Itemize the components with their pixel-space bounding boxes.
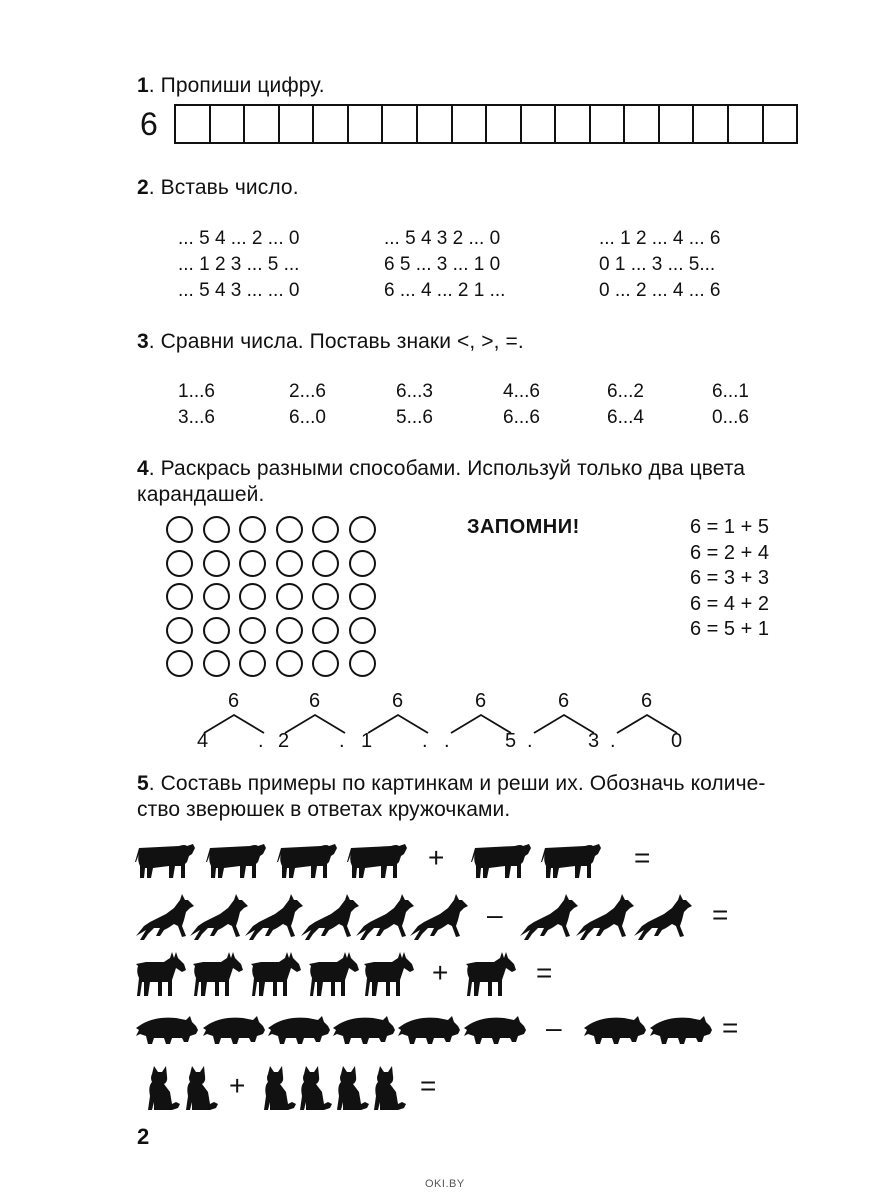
grid-cell[interactable] [453, 106, 488, 142]
coloring-circle[interactable] [239, 650, 266, 677]
tree-right[interactable]: . [422, 730, 428, 752]
comparison-item[interactable]: 0...6 [712, 407, 749, 428]
wolf-icon [301, 892, 359, 942]
comparison-item[interactable]: 1...6 [178, 381, 215, 402]
grid-cell[interactable] [418, 106, 453, 142]
sequence-line: 6 ... 4 ... 2 1 ... [384, 280, 506, 301]
sequence-line: 0 ... 2 ... 4 ... 6 [599, 280, 721, 301]
grid-cell[interactable] [349, 106, 384, 142]
coloring-circle[interactable] [239, 583, 266, 610]
task4-title: 4. Раскрась разными способами. Используй только два цвета [137, 457, 746, 480]
operator-sign: + [432, 957, 449, 988]
tree-top: 6 [392, 690, 404, 712]
tree-left[interactable]: . [610, 730, 616, 752]
tree-left[interactable]: . [527, 730, 533, 752]
comparison-item[interactable]: 6...4 [607, 407, 644, 428]
sequence-line: ... 5 4 3 2 ... 0 [384, 228, 501, 249]
coloring-circle[interactable] [166, 617, 193, 644]
coloring-circle[interactable] [312, 650, 339, 677]
task3-title: 3. Сравни числа. Поставь знаки <, >, =. [137, 330, 524, 353]
coloring-circle[interactable] [203, 516, 230, 543]
cat-icon [184, 1066, 218, 1110]
comparison-item[interactable]: 6...0 [289, 407, 326, 428]
equation: 6 = 5 + 1 [690, 618, 769, 640]
wolf-icon [520, 892, 578, 942]
tree-right[interactable]: 5 [505, 730, 517, 752]
donkey-icon [466, 952, 516, 998]
coloring-circle[interactable] [349, 516, 376, 543]
coloring-circle[interactable] [239, 516, 266, 543]
comparison-item[interactable]: 4...6 [503, 381, 540, 402]
equals-sign: = [634, 842, 651, 873]
grid-cell[interactable] [764, 106, 797, 142]
cow-icon [277, 840, 339, 880]
coloring-circle[interactable] [239, 617, 266, 644]
wolf-icon [190, 892, 248, 942]
sequence-column-2 [384, 226, 505, 304]
grid-cell[interactable] [591, 106, 626, 142]
sequence-line: ... 1 2 ... 4 ... 6 [599, 228, 721, 249]
coloring-circle[interactable] [276, 583, 303, 610]
remember-heading: ЗАПОМНИ! [467, 516, 580, 538]
coloring-circle[interactable] [203, 617, 230, 644]
tree-left[interactable]: 2 [278, 730, 290, 752]
equals-sign: = [712, 899, 729, 930]
operator-sign: – [487, 899, 503, 930]
sequence-line: ... 5 4 ... 2 ... 0 [178, 228, 300, 249]
comparison-item[interactable]: 6...3 [396, 381, 433, 402]
coloring-circle[interactable] [239, 550, 266, 577]
coloring-circle[interactable] [312, 617, 339, 644]
coloring-circle[interactable] [276, 550, 303, 577]
sequence-column-1 [178, 226, 299, 304]
sequence-line: ... 5 4 3 ... ... 0 [178, 280, 300, 301]
watermark: OKI.BY [425, 1178, 465, 1190]
tree-right[interactable]: 3 [588, 730, 600, 752]
comparison-item[interactable]: 6...1 [712, 381, 749, 402]
tree-right[interactable]: . [258, 730, 264, 752]
sequence-line: ... 1 2 3 ... 5 ... [178, 254, 300, 275]
grid-cell[interactable] [522, 106, 557, 142]
tree-left[interactable]: 1 [361, 730, 373, 752]
operator-sign: – [546, 1012, 562, 1043]
grid-cell[interactable] [176, 106, 211, 142]
donkey-icon [251, 952, 301, 998]
equation: 6 = 4 + 2 [690, 592, 769, 615]
equals-sign: = [536, 957, 553, 988]
cat-icon [372, 1066, 406, 1110]
grid-cell[interactable] [729, 106, 764, 142]
grid-cell[interactable] [314, 106, 349, 142]
tree-top: 6 [558, 690, 570, 712]
grid-cell[interactable] [487, 106, 522, 142]
donkey-icon [193, 952, 243, 998]
coloring-circle[interactable] [203, 550, 230, 577]
sequence-line: 6 5 ... 3 ... 1 0 [384, 254, 501, 275]
tree-right[interactable]: . [339, 730, 345, 752]
equation: 6 = 2 + 4 [690, 541, 769, 564]
sequence-column-3 [599, 226, 720, 304]
task5-title-line2: ство зверюшек в ответах кружочками. [137, 798, 511, 821]
writing-grid[interactable] [174, 104, 798, 144]
task1-title: 1. Пропиши цифру. [137, 74, 325, 97]
grid-cell[interactable] [556, 106, 591, 142]
pig-icon [398, 1014, 460, 1046]
grid-cell[interactable] [383, 106, 418, 142]
pig-icon [203, 1014, 265, 1046]
equation: 6 = 3 + 3 [690, 567, 769, 589]
coloring-circle[interactable] [203, 650, 230, 677]
comparison-item[interactable]: 6...6 [503, 407, 540, 428]
pig-icon [136, 1014, 198, 1046]
cow-icon [471, 840, 533, 880]
coloring-circle[interactable] [276, 617, 303, 644]
cow-icon [135, 840, 197, 880]
task2-title: 2. Вставь число. [137, 176, 299, 199]
grid-cell[interactable] [694, 106, 729, 142]
donkey-icon [309, 952, 359, 998]
cow-icon [206, 840, 268, 880]
coloring-circle[interactable] [203, 583, 230, 610]
cow-icon [347, 840, 409, 880]
tree-top: 6 [309, 690, 321, 712]
grid-cell[interactable] [245, 106, 280, 142]
equals-sign: = [722, 1012, 739, 1043]
wolf-icon [634, 892, 692, 942]
coloring-circle[interactable] [166, 650, 193, 677]
coloring-circle[interactable] [312, 583, 339, 610]
tree-top: 6 [475, 690, 487, 712]
donkey-icon [136, 952, 186, 998]
coloring-circle[interactable] [349, 550, 376, 577]
equation: 6 = 1 + 5 [690, 516, 769, 538]
wolf-icon [136, 892, 194, 942]
coloring-circle[interactable] [349, 583, 376, 610]
sequence-line: 0 1 ... 3 ... 5... [599, 254, 716, 275]
pig-icon [333, 1014, 395, 1046]
wolf-icon [245, 892, 303, 942]
cow-icon [541, 840, 603, 880]
coloring-circle[interactable] [312, 550, 339, 577]
coloring-circle[interactable] [349, 650, 376, 677]
pig-icon [464, 1014, 526, 1046]
pig-icon [650, 1014, 712, 1046]
tree-left[interactable]: . [444, 730, 450, 752]
donkey-icon [364, 952, 414, 998]
pig-icon [584, 1014, 646, 1046]
coloring-circle[interactable] [312, 516, 339, 543]
coloring-circle[interactable] [166, 516, 193, 543]
coloring-circle[interactable] [166, 583, 193, 610]
tree-top: 6 [641, 690, 653, 712]
grid-cell[interactable] [660, 106, 695, 142]
tree-right[interactable]: 0 [671, 730, 683, 752]
wolf-icon [576, 892, 634, 942]
tree-left[interactable]: 4 [197, 730, 209, 752]
coloring-circle[interactable] [276, 516, 303, 543]
equals-sign: = [420, 1070, 437, 1101]
cat-icon [146, 1066, 180, 1110]
cat-icon [335, 1066, 369, 1110]
page-number: 2 [137, 1124, 150, 1149]
pig-icon [268, 1014, 330, 1046]
task5-title: 5. Составь примеры по картинкам и реши их. Обозначь количе- [137, 772, 766, 795]
grid-cell[interactable] [280, 106, 315, 142]
tree-top: 6 [228, 690, 240, 712]
task4-title-line2: карандашей. [137, 483, 265, 506]
sample-digit: 6 [140, 106, 158, 142]
operator-sign: + [229, 1070, 246, 1101]
comparison-item[interactable]: 5...6 [396, 407, 433, 428]
cat-icon [262, 1066, 296, 1110]
coloring-circle[interactable] [349, 617, 376, 644]
comparison-item[interactable]: 6...2 [607, 381, 644, 402]
grid-cell[interactable] [211, 106, 246, 142]
grid-cell[interactable] [625, 106, 660, 142]
operator-sign: + [428, 842, 445, 873]
comparison-item[interactable]: 3...6 [178, 407, 215, 428]
wolf-icon [356, 892, 414, 942]
comparison-item[interactable]: 2...6 [289, 381, 326, 402]
equations-list [690, 515, 769, 643]
cat-icon [298, 1066, 332, 1110]
wolf-icon [410, 892, 468, 942]
coloring-circle[interactable] [166, 550, 193, 577]
coloring-circle[interactable] [276, 650, 303, 677]
